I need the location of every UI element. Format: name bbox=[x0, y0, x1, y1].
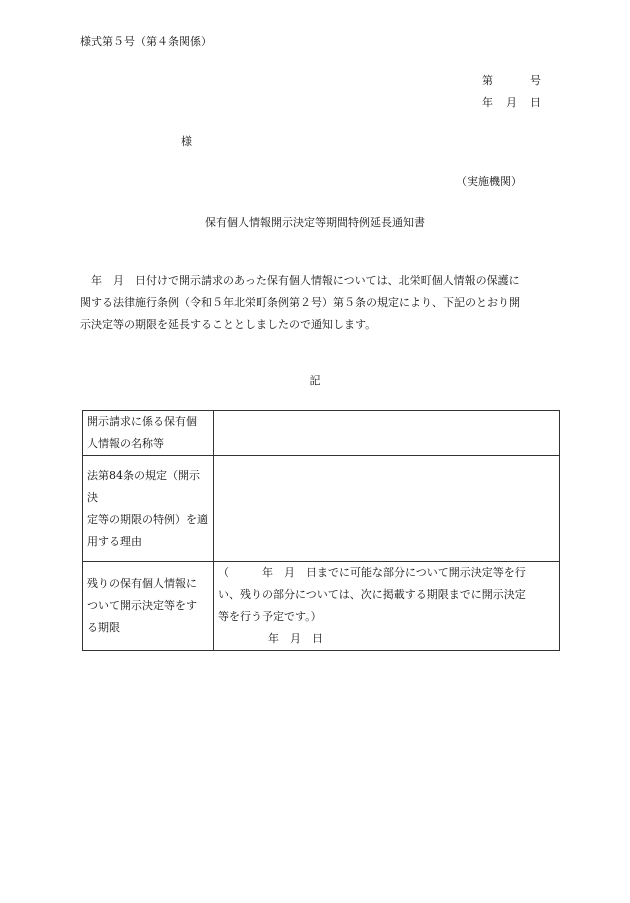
issuer-label: （実施機関） bbox=[456, 175, 522, 188]
row-label bbox=[83, 456, 214, 562]
label-line: 人情報の名称等 bbox=[87, 437, 164, 450]
date-month: 月 bbox=[506, 96, 517, 109]
label-line: ついて開示決定等をす bbox=[87, 599, 197, 612]
table-row bbox=[83, 456, 560, 562]
value-line: い、残りの部分については、次に掲載する期限までに開示決定 bbox=[218, 588, 526, 601]
detail-table bbox=[82, 410, 560, 651]
row-label bbox=[83, 411, 214, 456]
label-line: 法第84条の規定（開示決 bbox=[87, 468, 200, 504]
body-paragraph bbox=[80, 270, 560, 336]
document-number-prefix: 第 bbox=[482, 74, 493, 87]
table-row bbox=[83, 562, 560, 651]
date-year: 年 bbox=[482, 96, 493, 109]
label-line: 用する理由 bbox=[87, 534, 142, 548]
row-value-empty bbox=[214, 411, 560, 456]
document-number-suffix: 号 bbox=[530, 74, 541, 87]
document-title: 保有個人情報開示決定等期間特例延長通知書 bbox=[205, 216, 425, 229]
addressee-honorific: 様 bbox=[181, 135, 192, 148]
body-line: 関する法律施行条例（令和５年北栄町条例第２号）第５条の規定により、下記のとおり開 bbox=[80, 296, 520, 309]
row-label bbox=[83, 562, 214, 651]
label-line: る期限 bbox=[87, 621, 120, 634]
row-value-empty bbox=[214, 456, 560, 562]
label-line: 定等の期限の特例）を適 bbox=[87, 512, 208, 526]
label-line: 開示請求に係る保有個 bbox=[87, 415, 197, 428]
value-line: 等を行う予定です。） bbox=[218, 610, 322, 623]
ki-heading: 記 bbox=[309, 374, 321, 387]
row-value bbox=[214, 562, 560, 651]
label-line: 残りの保有個人情報に bbox=[87, 577, 197, 590]
date-day: 日 bbox=[530, 96, 541, 109]
table-row bbox=[83, 411, 560, 456]
value-line: （ 年 月 日までに可能な部分について開示決定等を行 bbox=[218, 566, 526, 579]
deadline-date-line: 年 月 日 bbox=[268, 632, 323, 645]
body-line: 年 月 日付けで開示請求のあった保有個人情報については、北栄町個人情報の保護に bbox=[80, 274, 520, 287]
form-number: 様式第５号（第４条関係） bbox=[80, 35, 212, 48]
body-line: 示決定等の期限を延長することとしましたので通知します。 bbox=[80, 318, 377, 331]
